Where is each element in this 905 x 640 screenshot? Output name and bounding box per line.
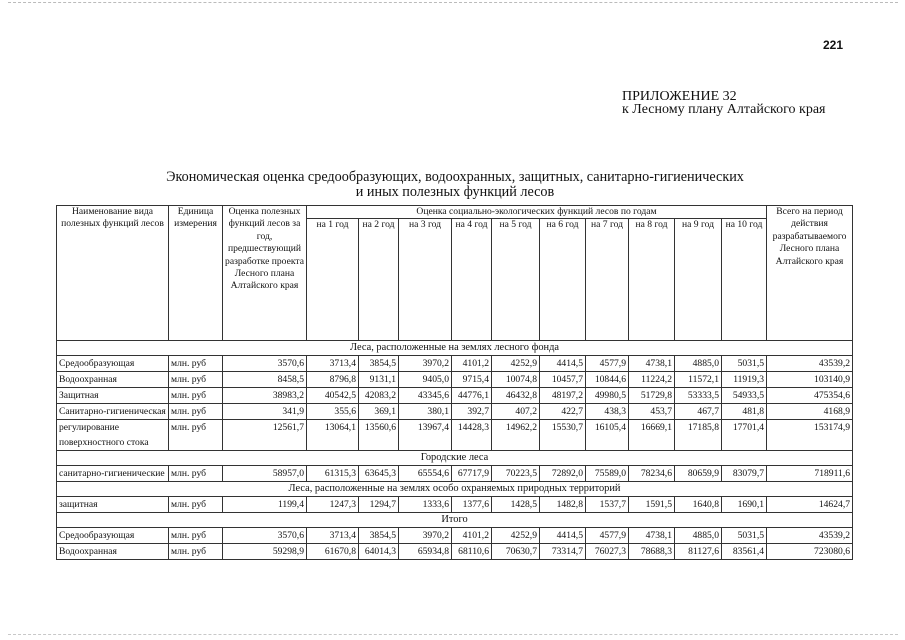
row-year-1: 355,6 — [307, 404, 359, 420]
row-base: 58957,0 — [223, 466, 307, 482]
row-year-2: 3854,5 — [359, 528, 399, 544]
row-year-6: 422,7 — [540, 404, 586, 420]
row-year-6: 1482,8 — [540, 497, 586, 513]
section-title: Леса, расположенные на землях особо охраняемых природных территорий — [57, 482, 853, 497]
header-year-6: на 6 год — [540, 219, 586, 341]
table-row — [57, 528, 853, 544]
forest-functions-table — [56, 205, 853, 560]
title-line-2: и иных полезных функций лесов — [355, 184, 555, 200]
section-row — [57, 341, 853, 356]
table-row — [57, 420, 853, 451]
row-year-8: 16669,1 — [629, 420, 675, 451]
row-year-5: 46432,8 — [492, 388, 540, 404]
page-number: 221 — [822, 38, 843, 52]
row-year-6: 15530,7 — [540, 420, 586, 451]
section-title: Городские леса — [57, 451, 853, 466]
row-year-3: 65934,8 — [399, 544, 452, 560]
row-year-9: 81127,6 — [675, 544, 722, 560]
row-year-10: 54933,5 — [722, 388, 767, 404]
header-assessment: Оценка полезных функций лесов за год, предшествующий разработке проекта Лесного плана Алтайского края — [223, 206, 307, 341]
header-year-1: на 1 год — [307, 219, 359, 341]
row-year-3: 13967,4 — [399, 420, 452, 451]
row-year-8: 78234,6 — [629, 466, 675, 482]
row-total: 14624,7 — [767, 497, 853, 513]
row-year-5: 407,2 — [492, 404, 540, 420]
row-year-2: 369,1 — [359, 404, 399, 420]
row-total: 475354,6 — [767, 388, 853, 404]
row-year-10: 83079,7 — [722, 466, 767, 482]
table-row — [57, 466, 853, 482]
row-year-3: 43345,6 — [399, 388, 452, 404]
row-base: 59298,9 — [223, 544, 307, 560]
row-year-2: 42083,2 — [359, 388, 399, 404]
row-year-9: 4885,0 — [675, 356, 722, 372]
row-year-5: 4252,9 — [492, 528, 540, 544]
row-year-3: 9405,0 — [399, 372, 452, 388]
section-title: Леса, расположенные на землях лесного фонда — [57, 341, 853, 356]
row-year-6: 4414,5 — [540, 528, 586, 544]
row-year-9: 467,7 — [675, 404, 722, 420]
row-year-8: 11224,2 — [629, 372, 675, 388]
row-year-5: 70223,5 — [492, 466, 540, 482]
row-year-7: 10844,6 — [586, 372, 629, 388]
header-year-5: на 5 год — [492, 219, 540, 341]
row-year-3: 1333,6 — [399, 497, 452, 513]
row-year-9: 1640,8 — [675, 497, 722, 513]
row-year-8: 51729,8 — [629, 388, 675, 404]
row-year-3: 65554,6 — [399, 466, 452, 482]
row-year-7: 438,3 — [586, 404, 629, 420]
table-row — [57, 404, 853, 420]
row-year-3: 3970,2 — [399, 356, 452, 372]
row-year-10: 17701,4 — [722, 420, 767, 451]
row-year-2: 9131,1 — [359, 372, 399, 388]
row-base: 1199,4 — [223, 497, 307, 513]
row-unit: млн. руб — [169, 372, 223, 388]
row-unit: млн. руб — [169, 388, 223, 404]
row-year-1: 1247,3 — [307, 497, 359, 513]
row-unit: млн. руб — [169, 404, 223, 420]
row-total: 153174,9 — [767, 420, 853, 451]
document-title — [110, 170, 800, 200]
row-year-4: 14428,3 — [452, 420, 492, 451]
row-name: Водоохранная — [57, 372, 169, 388]
row-year-5: 14962,2 — [492, 420, 540, 451]
row-year-1: 13064,1 — [307, 420, 359, 451]
row-year-2: 64014,3 — [359, 544, 399, 560]
row-year-5: 4252,9 — [492, 356, 540, 372]
row-base: 3570,6 — [223, 528, 307, 544]
row-year-4: 1377,6 — [452, 497, 492, 513]
row-year-9: 4885,0 — [675, 528, 722, 544]
header-year-4: на 4 год — [452, 219, 492, 341]
row-unit: млн. руб — [169, 528, 223, 544]
row-year-7: 76027,3 — [586, 544, 629, 560]
appendix-line-2: к Лесному плану Алтайского края — [622, 102, 826, 117]
row-year-7: 16105,4 — [586, 420, 629, 451]
row-unit: млн. руб — [169, 356, 223, 372]
row-year-9: 53333,5 — [675, 388, 722, 404]
row-name: санитарно-гигиенические — [57, 466, 169, 482]
section-row — [57, 451, 853, 466]
section-row — [57, 513, 853, 528]
row-total: 43539,2 — [767, 356, 853, 372]
row-total: 43539,2 — [767, 528, 853, 544]
row-base: 341,9 — [223, 404, 307, 420]
row-year-8: 4738,1 — [629, 528, 675, 544]
row-year-6: 72892,0 — [540, 466, 586, 482]
row-base: 3570,6 — [223, 356, 307, 372]
section-row — [57, 482, 853, 497]
row-year-4: 392,7 — [452, 404, 492, 420]
row-year-10: 5031,5 — [722, 356, 767, 372]
row-year-2: 63645,3 — [359, 466, 399, 482]
table-body — [57, 341, 853, 560]
table-row — [57, 372, 853, 388]
row-year-8: 4738,1 — [629, 356, 675, 372]
row-year-2: 1294,7 — [359, 497, 399, 513]
row-name: Защитная — [57, 388, 169, 404]
row-year-10: 11919,3 — [722, 372, 767, 388]
header-year-8: на 8 год — [629, 219, 675, 341]
header-year-2: на 2 год — [359, 219, 399, 341]
row-year-1: 61315,3 — [307, 466, 359, 482]
row-total: 103140,9 — [767, 372, 853, 388]
header-year-10: на 10 год — [722, 219, 767, 341]
row-name: защитная — [57, 497, 169, 513]
row-base: 12561,7 — [223, 420, 307, 451]
header-year-7: на 7 год — [586, 219, 629, 341]
row-name: Средообразующая — [57, 528, 169, 544]
row-year-6: 48197,2 — [540, 388, 586, 404]
row-year-5: 1428,5 — [492, 497, 540, 513]
row-total: 718911,6 — [767, 466, 853, 482]
row-year-4: 9715,4 — [452, 372, 492, 388]
row-year-9: 80659,9 — [675, 466, 722, 482]
row-year-10: 83561,4 — [722, 544, 767, 560]
row-year-10: 481,8 — [722, 404, 767, 420]
row-year-7: 4577,9 — [586, 528, 629, 544]
row-year-3: 3970,2 — [399, 528, 452, 544]
row-year-4: 4101,2 — [452, 356, 492, 372]
row-year-3: 380,1 — [399, 404, 452, 420]
table-row — [57, 388, 853, 404]
row-year-4: 67717,9 — [452, 466, 492, 482]
table-row — [57, 497, 853, 513]
header-year-3: на 3 год — [399, 219, 452, 341]
title-line-1: Экономическая оценка средообразующих, водоохранных, защитных, санитарно-гигиенических — [166, 169, 744, 185]
row-year-7: 49980,5 — [586, 388, 629, 404]
row-year-6: 73314,7 — [540, 544, 586, 560]
row-total: 4168,9 — [767, 404, 853, 420]
row-year-9: 11572,1 — [675, 372, 722, 388]
row-year-5: 10074,8 — [492, 372, 540, 388]
appendix-line-1: ПРИЛОЖЕНИЕ 32 — [622, 89, 737, 104]
row-year-5: 70630,7 — [492, 544, 540, 560]
row-base: 38983,2 — [223, 388, 307, 404]
row-year-4: 44776,1 — [452, 388, 492, 404]
row-year-9: 17185,8 — [675, 420, 722, 451]
row-name: Санитарно-гигиеническая — [57, 404, 169, 420]
row-name: регулирование поверхностного стока — [57, 420, 169, 451]
appendix-heading — [622, 90, 862, 116]
table-row — [57, 544, 853, 560]
row-year-8: 78688,3 — [629, 544, 675, 560]
row-year-7: 4577,9 — [586, 356, 629, 372]
scan-top-edge — [8, 2, 898, 3]
row-total: 723080,6 — [767, 544, 853, 560]
header-year-9: на 9 год — [675, 219, 722, 341]
row-year-6: 10457,7 — [540, 372, 586, 388]
section-title: Итого — [57, 513, 853, 528]
row-base: 8458,5 — [223, 372, 307, 388]
row-name: Средообразующая — [57, 356, 169, 372]
row-unit: млн. руб — [169, 466, 223, 482]
table-header — [57, 206, 853, 341]
header-total: Всего на период действия разрабатываемого Лесного плана Алтайского края — [767, 206, 853, 341]
row-unit: млн. руб — [169, 497, 223, 513]
row-year-1: 61670,8 — [307, 544, 359, 560]
scan-bottom-edge — [8, 634, 898, 635]
row-year-10: 5031,5 — [722, 528, 767, 544]
row-year-6: 4414,5 — [540, 356, 586, 372]
header-unit: Единица измерения — [169, 206, 223, 341]
table-row — [57, 356, 853, 372]
header-name: Наименование вида полезных функций лесов — [57, 206, 169, 341]
row-year-7: 1537,7 — [586, 497, 629, 513]
header-years-group: Оценка социально-экологических функций лесов по годам — [307, 206, 767, 219]
row-year-7: 75589,0 — [586, 466, 629, 482]
row-name: Водоохранная — [57, 544, 169, 560]
row-year-2: 13560,6 — [359, 420, 399, 451]
row-year-1: 8796,8 — [307, 372, 359, 388]
row-year-4: 4101,2 — [452, 528, 492, 544]
row-unit: млн. руб — [169, 544, 223, 560]
row-year-8: 1591,5 — [629, 497, 675, 513]
row-year-1: 3713,4 — [307, 528, 359, 544]
row-year-1: 40542,5 — [307, 388, 359, 404]
row-year-4: 68110,6 — [452, 544, 492, 560]
row-year-2: 3854,5 — [359, 356, 399, 372]
row-year-1: 3713,4 — [307, 356, 359, 372]
row-year-8: 453,7 — [629, 404, 675, 420]
row-unit: млн. руб — [169, 420, 223, 451]
row-year-10: 1690,1 — [722, 497, 767, 513]
